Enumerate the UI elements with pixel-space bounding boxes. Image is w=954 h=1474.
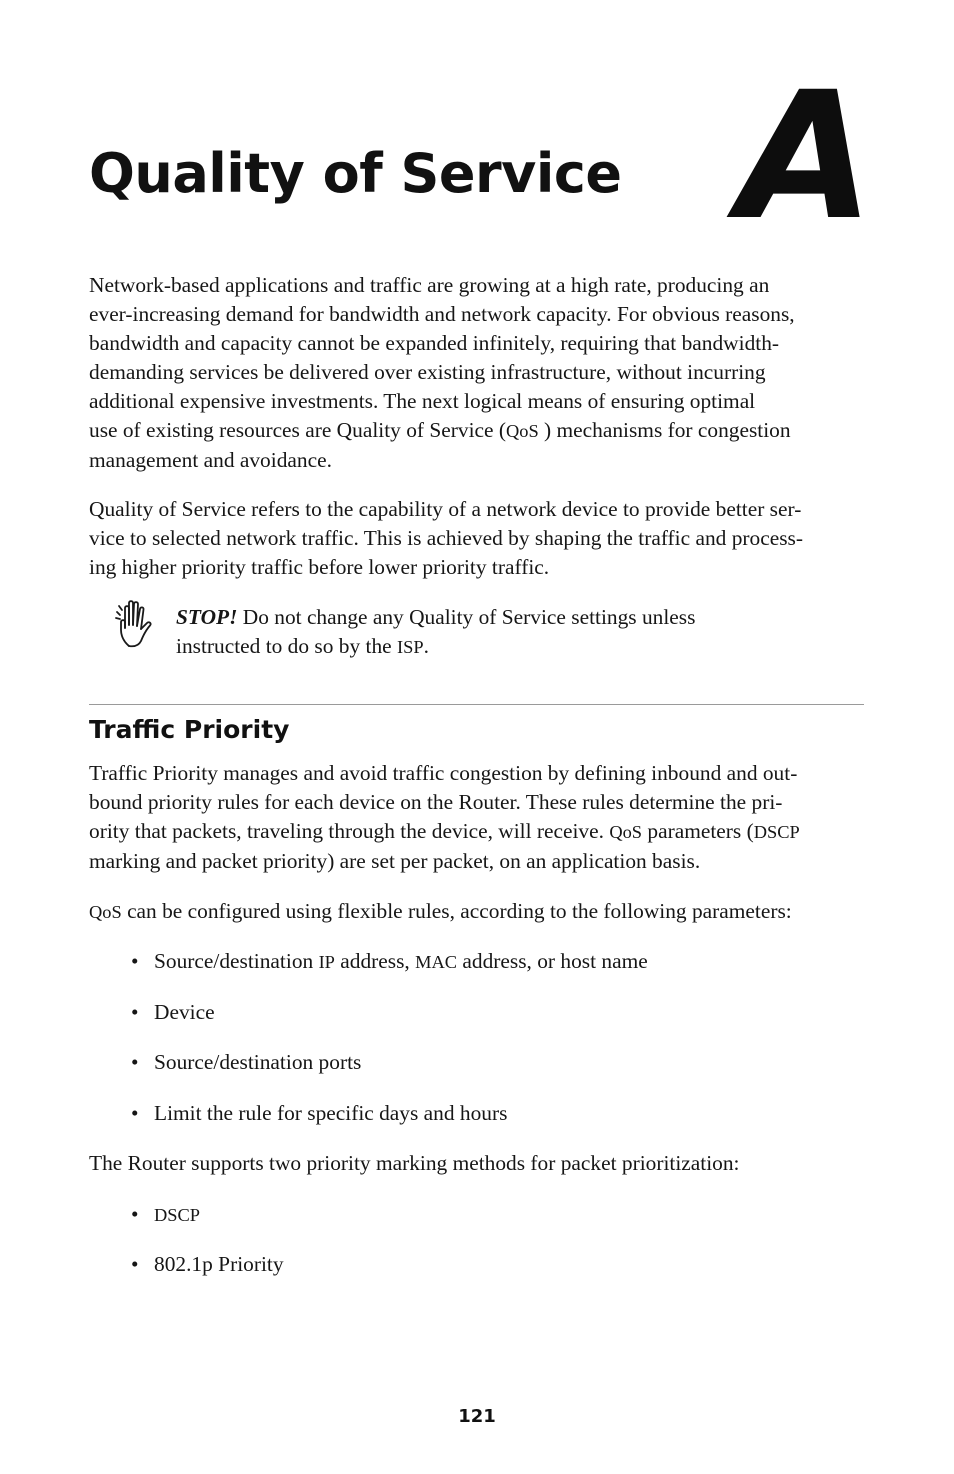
bullet: •	[131, 1202, 139, 1226]
definition-line: Quality of Service refers to the capability of a network device to provide better ser-	[89, 497, 802, 521]
item-text: Device	[154, 1000, 215, 1024]
definition-paragraph	[89, 495, 864, 582]
bullet: •	[131, 1000, 139, 1024]
dscp-abbr: DSCP	[753, 822, 800, 842]
list-item	[131, 1250, 284, 1279]
rules-intro-paragraph	[89, 897, 864, 927]
bullet: •	[131, 1252, 139, 1276]
bullet: •	[131, 949, 139, 973]
traffic-priority-paragraph	[89, 759, 864, 876]
list-item	[131, 947, 648, 977]
intro-line: additional expensive investments. The next logical means of ensuring optimal	[89, 389, 756, 413]
intro-text: ) mechanisms for congestion	[538, 418, 791, 442]
definition-line: ing higher priority traffic before lower priority traffic.	[89, 555, 550, 579]
traffic-line: marking and packet priority) are set per packet, on an application basis.	[89, 849, 701, 873]
list-item	[131, 1099, 507, 1128]
section-heading: Traffic Priority	[89, 715, 290, 744]
mac-abbr: MAC	[415, 952, 458, 972]
methods-line: The Router supports two priority marking methods for packet prioritization:	[89, 1151, 740, 1175]
note-text: .	[423, 634, 429, 658]
ip-abbr: IP	[318, 952, 335, 972]
chapter-letter: A	[738, 54, 875, 259]
intro-text: use of existing resources are Quality of Service (	[89, 418, 506, 442]
qos-abbr: QoS	[609, 822, 643, 842]
intro-line	[89, 416, 864, 446]
intro-line: bandwidth and capacity cannot be expanded infinitely, requiring that bandwidth-	[89, 331, 780, 355]
stop-note	[176, 603, 776, 662]
list-item	[131, 1200, 200, 1230]
item-text: Limit the rule for specific days and hours	[154, 1101, 508, 1125]
isp-abbr: ISP	[397, 637, 424, 657]
qos-abbr: QoS	[505, 421, 539, 441]
item-text: 802.1p Priority	[154, 1252, 284, 1276]
intro-line: Network-based applications and traffic are growing at a high rate, producing an	[89, 273, 770, 297]
item-text: Source/destination ports	[154, 1050, 362, 1074]
methods-intro-paragraph	[89, 1149, 864, 1178]
note-line	[176, 603, 776, 632]
traffic-line: bound priority rules for each device on the Router. These rules determine the pri-	[89, 790, 783, 814]
qos-abbr: QoS	[89, 902, 122, 922]
note-text: Do not change any Quality of Service settings unless	[237, 605, 696, 629]
bullet: •	[131, 1050, 139, 1074]
intro-paragraph	[89, 271, 864, 475]
intro-line: ever-increasing demand for bandwidth and network capacity. For obvious reasons,	[89, 302, 795, 326]
hand-stop-icon	[114, 598, 164, 650]
item-text: address, or host name	[457, 949, 648, 973]
bullet: •	[131, 1101, 139, 1125]
traffic-line: Traffic Priority manages and avoid traffic congestion by defining inbound and out-	[89, 761, 798, 785]
traffic-text: parameters (	[642, 819, 754, 843]
traffic-text: ority that packets, traveling through the device, will receive.	[89, 819, 610, 843]
intro-line: management and avoidance.	[89, 448, 332, 472]
rules-text: can be configured using flexible rules, according to the following parameters:	[121, 899, 792, 923]
rules-line	[89, 897, 864, 927]
chapter-title: Quality of Service	[89, 142, 622, 205]
page-number: 121	[458, 1406, 496, 1427]
dscp-abbr: DSCP	[154, 1205, 201, 1225]
list-item	[131, 1048, 361, 1077]
stop-label: STOP!	[176, 605, 238, 629]
list-item	[131, 998, 215, 1027]
intro-line: demanding services be delivered over existing infrastructure, without incurring	[89, 360, 766, 384]
item-text: Source/destination	[154, 949, 319, 973]
traffic-line	[89, 817, 864, 847]
note-line	[176, 632, 776, 662]
note-text: instructed to do so by the	[176, 634, 398, 658]
item-text: address,	[334, 949, 416, 973]
section-divider	[89, 704, 864, 705]
definition-line: vice to selected network traffic. This is achieved by shaping the traffic and process-	[89, 526, 803, 550]
